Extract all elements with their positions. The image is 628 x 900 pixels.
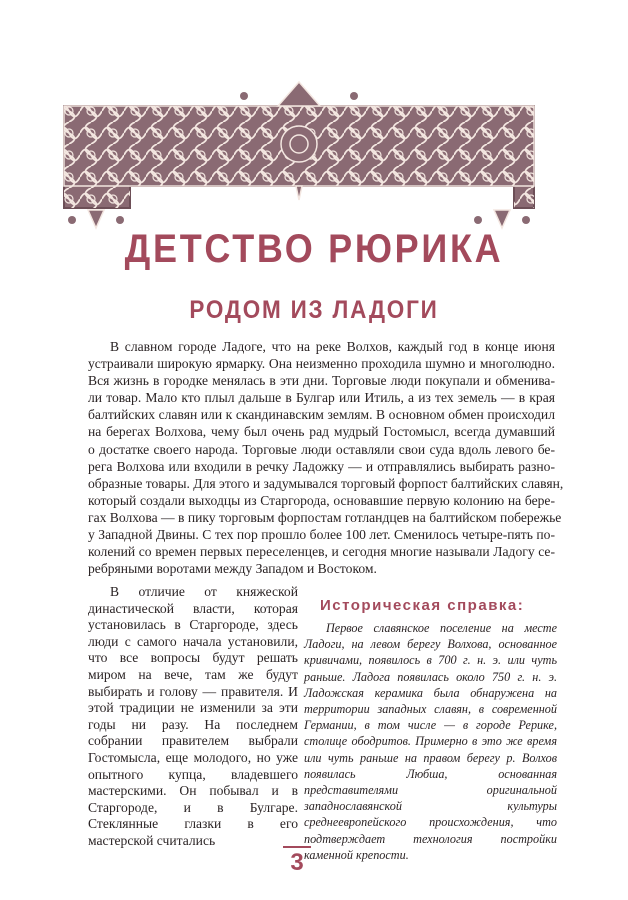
text-line: о достатке своего народа. Торговые люди оставляли свои суда вдоль левого бе- <box>88 441 555 457</box>
chapter-title: ДЕТСТВО РЮРИКА <box>124 227 504 271</box>
text-line: на берегах Волхова, чему был очень рад мудрый Гостомысл, всегда думавший <box>88 424 555 440</box>
page-number: 3 <box>290 849 304 876</box>
text-line: колений со времен первых переселенцев, и сегодня многие называли Ладогу се- <box>88 544 555 560</box>
text-line: Вся жизнь в городке менялась в эти дни. Торговые люди покупали и обменива- <box>88 373 555 389</box>
text-line: В славном городе Ладоге, что на реке Волхов, каждый год в конце июня <box>110 339 555 354</box>
text-block: Первое славянское поселение на месте Ладоги, на левом берегу Волхова, основанное кривичами, появилось в 700 г. н. э. или чуть раньше. Ладога появилась около 750 г. н. э. Ладожская керамика была обнаружена на территории западных славян, в современной Германии, в том числе — в городе Рерике, столице ободритов. Примерно в это же время или чуть раньше на правом берегу р. Волхов появилась Любша, основанная представителями оригинальной западнославянской культуры среднеевропейского происхождения, что подтверждает технология постройки каменной крепости. <box>304 621 557 862</box>
section-title: РОДОМ ИЗ ЛАДОГИ <box>189 296 439 324</box>
text-line: устраивали широкую ярмарку. Она неизменно проходила шумно и многолюдно. <box>88 356 555 372</box>
celtic-knot-headpiece-icon <box>58 78 540 248</box>
text-line: который создали выходцы из Старгорода, основавшие первую колонию на бере- <box>88 492 555 508</box>
text-line: у Западной Двины. С тех пор прошло более 100 лет. Сменилось четыре-пять по- <box>88 527 555 543</box>
text-line: ли товар. Мало кто плыл дальше в Булгар или Итиль, а из тех земель — в края <box>88 390 555 406</box>
main-paragraph <box>88 338 564 577</box>
text-line: рега Волхова или входили в речку Ладожку — и отправлялись выбирать разно- <box>88 458 555 474</box>
text-line: балтийских славян или к скандинавским землям. В основном обмен происходил <box>88 407 555 423</box>
historical-note-title: Историческая справка: <box>320 597 525 614</box>
historical-note-box <box>304 596 557 863</box>
text-line: ребряными воротами между Западом и Востоком. <box>88 561 377 577</box>
page-number-rule <box>283 846 311 848</box>
historical-note-text <box>304 620 557 863</box>
text-block: В отличие от княжеской династической власти, которая установилась в Старгороде, здесь люди с самого начала установили, что все вопросы будут решать миром на вече, там же будут выбирать и голову — правителя. И этой традиции не изменили за эти годы ни разу. На последнем собрании правителем выбрали Гостомысла, еще молодого, но уже опытного купца, владевшего мастерскими. Он побывал и в Старгороде, и в Булгаре. Стеклянные глазки в его мастерской считались <box>88 584 298 848</box>
left-column-paragraph <box>88 584 298 850</box>
text-line: образные товары. Для этого и задумывался торговый форпост балтийских славян, <box>88 475 564 491</box>
text-line: гах Волхова — в пику торговым форпостам готландцев на балтийском побережье <box>88 509 562 525</box>
